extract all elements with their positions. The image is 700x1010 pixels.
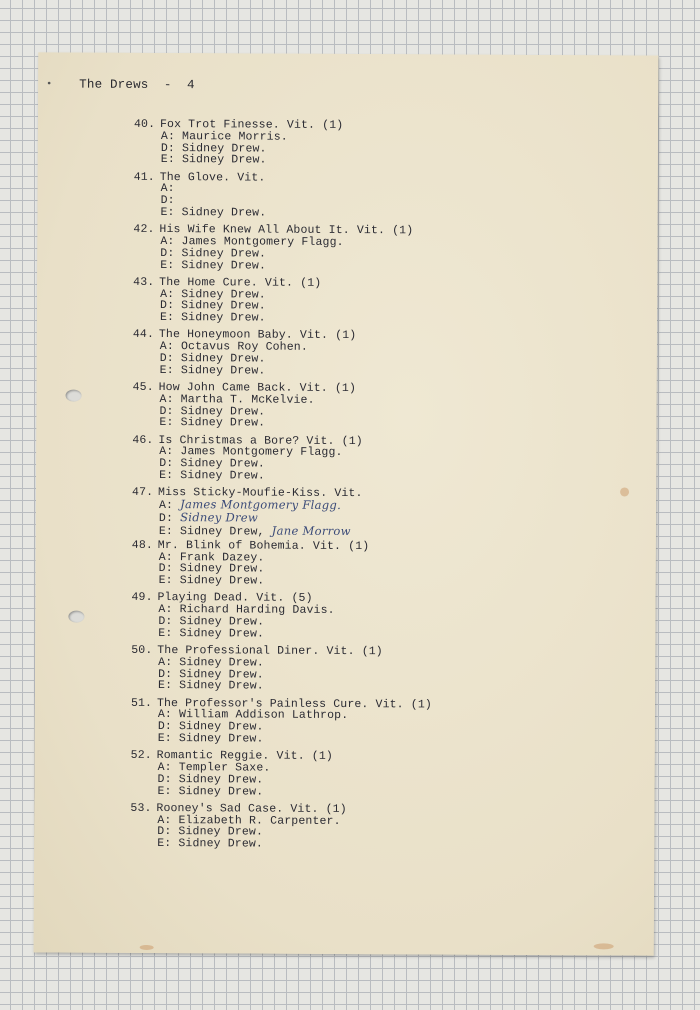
entry-title: Rooney's Sad Case. Vit. (1) [156,801,347,816]
entry-editor: E: Sidney Drew. [158,574,265,588]
list-item [132,487,632,542]
entry-number: 49. [131,591,153,605]
entry-editor: E: Sidney Drew. [158,626,265,641]
handwritten-editor: Jane Morrow [271,523,351,538]
entry-director: D: Sidney Drew. [158,562,265,576]
entry-author: A: James Montgomery Flagg. [159,445,343,460]
entry-title: The Honeymoon Baby. Vit. (1) [158,328,357,343]
entry-title: Mr. Blink of Bohemia. Vit. (1) [157,538,370,553]
entry-number: 48. [131,538,153,552]
entry-author: A: Templer Saxe. [157,760,271,775]
entry-editor: E: Sidney Drew. [157,837,264,851]
list-item [130,803,630,858]
entry-number: 47. [132,486,154,500]
entry-label: D: [158,511,174,525]
entry-editor: E: Sidney Drew. [159,416,266,430]
list-item [132,540,632,595]
entry-number: 42. [133,223,155,237]
entry-author: A: Sidney Drew. [158,655,264,670]
entry-number: 46. [132,433,154,447]
entry-director: D: Sidney Drew. [160,246,267,261]
entry-director: D: Sidney Drew. [160,299,266,313]
entry-author: A: Octavus Roy Cohen. [159,340,308,354]
entry-number: 45. [132,380,154,394]
list-item [132,382,632,437]
entry-author: A: Frank Dazey. [158,550,265,565]
list-item [131,645,631,700]
entry-author: A: Sidney Drew. [160,287,266,302]
entry-title: His Wife Knew All About It. Vit. (1) [159,223,414,238]
entry-number: 53. [130,801,152,815]
entry-director: D: Sidney Drew. [159,457,266,471]
entry-editor: E: Sidney Drew. [159,363,266,378]
entry-number: 41. [133,170,155,184]
paper-stain [140,945,154,950]
entry-author: A: William Addison Lathrop. [157,708,349,723]
entry-editor: E: Sidney Drew. [160,258,267,273]
entry-editor: E: Sidney Drew. [157,731,264,746]
entry-director: D: Sidney Drew. [157,825,264,839]
entry-number: 43. [133,275,155,289]
entry-editor: E: Sidney Drew. [158,679,264,693]
entry-director: D: Sidney Drew. [159,351,266,366]
entry-number: 50. [131,643,153,657]
entry-author: A: Martha T. McKelvie. [159,392,315,407]
handwritten-author: James Montgomery Flagg. [180,497,342,512]
entry-director: D: [160,194,175,208]
punch-hole-bottom [68,611,84,623]
entry-author: A: Elizabeth R. Carpenter. [157,813,341,828]
page-header: The Drews - 4 [79,77,195,93]
entry-title: Fox Trot Finesse. Vit. (1) [159,118,344,132]
entry-title: The Glove. Vit. [159,170,266,185]
entry-title: Romantic Reggie. Vit. (1) [156,749,333,764]
entry-editor: E: Sidney Drew. [159,311,266,325]
entry-editor: E: Sidney Drew. [160,206,267,220]
entry-title: Is Christmas a Bore? Vit. (1) [158,433,363,448]
entry-number: 52. [130,749,152,763]
entry-director: D: Sidney Drew. [159,404,266,419]
entry-director: D: Sidney Drew. [157,772,264,787]
pencil-mark: • [46,79,53,91]
list-item [133,277,633,332]
list-item [131,697,631,752]
entry-author: A: James Montgomery Flagg. [160,235,344,249]
entry-number: 44. [132,328,155,342]
entry-title: The Home Cure. Vit. (1) [159,275,322,290]
paper-stain [594,943,614,949]
entry-editor: E: Sidney Drew. [157,784,264,799]
entry-title: The Professional Diner. Vit. (1) [157,643,383,659]
typed-page [34,52,659,955]
entry-title: The Professor's Painless Cure. Vit. (1) [156,696,432,711]
film-list [130,119,634,858]
list-item [133,224,633,279]
entry-director: D: Sidney Drew. [157,720,264,734]
entry-label: A: [158,498,174,513]
entry-director: D: Sidney Drew. [160,141,267,156]
entry-editor: E: Sidney Drew. [160,153,267,167]
punch-hole-top [66,390,82,402]
list-item [131,592,631,647]
entry-title: Playing Dead. Vit. (5) [157,591,313,606]
entry-number: 40. [133,117,156,131]
list-item [130,750,630,805]
entry-author: A: Richard Harding Davis. [158,603,335,618]
list-item [133,329,633,384]
entry-author: A: Maurice Morris. [160,129,288,144]
entry-editor: E: Sidney Drew. [159,468,265,483]
list-item [133,171,633,226]
list-item [134,119,634,174]
entry-title: Miss Sticky-Moufie-Kiss. Vit. [158,486,363,501]
entry-title: How John Came Back. Vit. (1) [158,380,357,396]
entry-director: D: Sidney Drew. [158,614,265,629]
entry-author: A: [160,182,175,196]
entry-director: D: Sidney Drew. [158,667,264,682]
entry-number: 51. [130,696,153,710]
entry-label: E: Sidney Drew, [158,524,265,539]
handwritten-director: Sidney Drew [180,509,259,525]
entry-editor [132,524,632,539]
list-item [132,434,632,489]
